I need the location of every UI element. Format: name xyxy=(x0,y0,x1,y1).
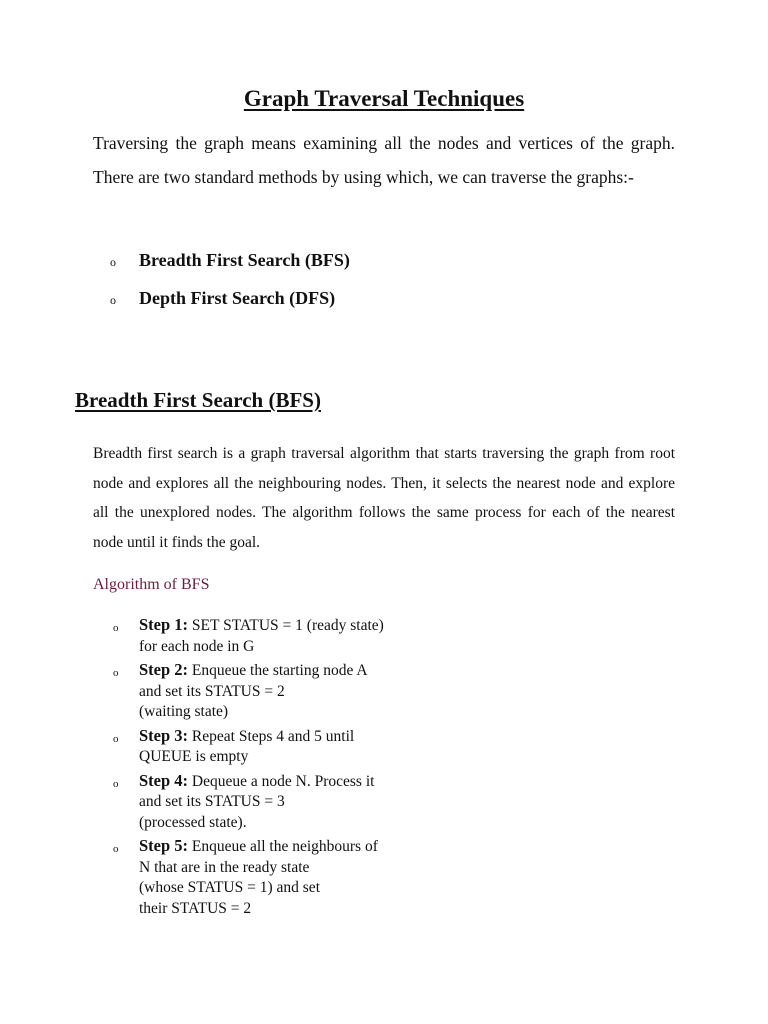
step-1 xyxy=(139,615,384,657)
algorithm-heading: Algorithm of BFS xyxy=(93,576,210,593)
step-line: their STATUS = 2 xyxy=(139,899,252,917)
list-item xyxy=(113,660,443,723)
intro-paragraph: Traversing the graph means examining all the nodes and vertices of the graph. There are two standard methods by using which, we can traverse the graphs:- xyxy=(93,133,675,187)
circle-bullet-icon: o xyxy=(113,843,119,855)
step-text: Dequeue a node N. Process it xyxy=(191,772,375,790)
circle-bullet-icon: o xyxy=(113,777,119,790)
step-text: Enqueue the starting node A xyxy=(191,662,368,679)
step-label: Step 4: xyxy=(139,770,189,790)
step-3 xyxy=(139,726,354,768)
method-label-dfs: Depth First Search (DFS) xyxy=(139,288,336,308)
step-line: and set its STATUS = 3 xyxy=(139,793,285,810)
circle-bullet-icon: o xyxy=(113,622,119,634)
algorithm-steps-list xyxy=(113,615,443,922)
circle-bullet-icon: o xyxy=(113,732,119,745)
step-label: Step 1: xyxy=(139,615,189,634)
method-label-bfs: Breadth First Search (BFS) xyxy=(139,250,350,270)
bfs-description-paragraph: Breadth first search is a graph traversal algorithm that starts traversing the graph from root node and explores all the neighbouring nodes. Then, it selects the nearest node and explore all the unexplored nodes. The algorithm follows the same process for each of the nearest node until it finds the goal. xyxy=(93,445,675,551)
step-text: Repeat Steps 4 and 5 until xyxy=(191,727,355,745)
step-label: Step 3: xyxy=(139,725,189,745)
circle-bullet-icon: o xyxy=(113,667,119,679)
step-4 xyxy=(139,771,374,834)
bfs-section-heading: Breadth First Search (BFS) xyxy=(75,388,321,412)
step-line: N that are in the ready state xyxy=(139,858,310,876)
step-line xyxy=(139,615,384,637)
circle-bullet-icon: o xyxy=(110,255,116,269)
step-line: QUEUE is empty xyxy=(139,748,249,765)
step-line: and set its STATUS = 2 xyxy=(139,682,285,700)
step-line: (waiting state) xyxy=(139,703,229,720)
step-label: Step 2: xyxy=(139,660,189,679)
document-title: Graph Traversal Techniques xyxy=(243,86,525,111)
list-item xyxy=(113,836,443,919)
list-item xyxy=(113,771,443,834)
circle-bullet-icon: o xyxy=(110,293,116,307)
step-5 xyxy=(139,836,378,919)
step-line: for each node in G xyxy=(139,637,255,655)
list-item xyxy=(113,615,443,657)
step-line xyxy=(139,726,354,748)
methods-list xyxy=(110,246,350,322)
step-line xyxy=(139,771,374,793)
step-text: SET STATUS = 1 (ready state) xyxy=(191,617,384,634)
step-line xyxy=(139,836,378,858)
step-line: (processed state). xyxy=(139,813,247,831)
list-item xyxy=(110,246,350,284)
step-line: (whose STATUS = 1) and set xyxy=(139,879,320,896)
step-2 xyxy=(139,660,368,723)
step-line xyxy=(139,660,368,682)
list-item xyxy=(113,726,443,768)
step-label: Step 5: xyxy=(139,836,189,855)
step-text: Enqueue all the neighbours of xyxy=(191,838,378,855)
list-item xyxy=(110,284,350,322)
